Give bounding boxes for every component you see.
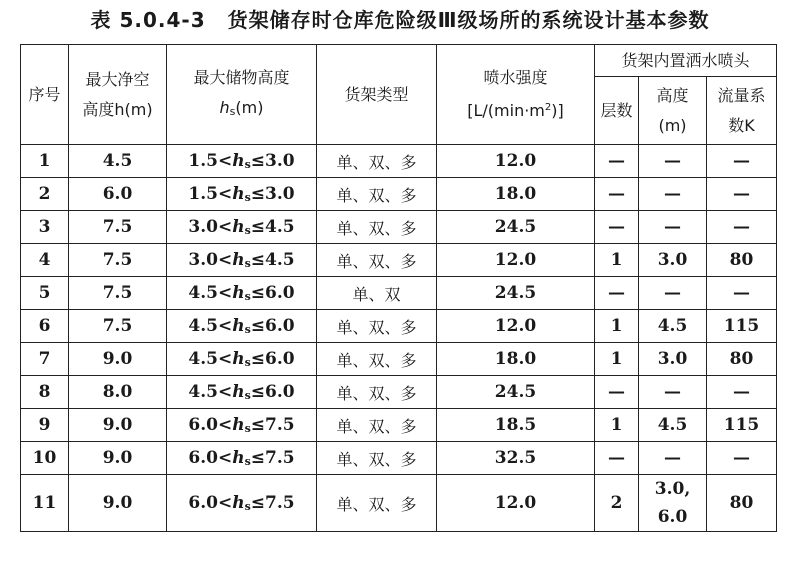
hs-upper-bound: ≤6.0 [250,382,295,402]
design-parameters-table [20,44,777,532]
cell-max-storage-height [167,244,317,277]
col-header-height-line1: 高度 [656,85,689,105]
cell-layers: 1 [595,244,639,277]
hs-subscript: s [244,356,251,369]
cell-spray-intensity: 12.0 [437,310,595,343]
cell-spray-intensity: 18.0 [437,178,595,211]
cell-layers: — [595,178,639,211]
hs-subscript: s [244,323,251,336]
cell-flow-coefficient: — [707,442,777,475]
cell-spray-intensity: 18.0 [437,343,595,376]
cell-height-line2: 6.0 [657,507,688,527]
cell-rack-type: 单、双、多 [317,376,437,409]
cell-layers: — [595,145,639,178]
cell-flow-coefficient: 115 [707,409,777,442]
cell-max-storage-height [167,178,317,211]
cell-spray-intensity: 12.0 [437,475,595,532]
intensity-unit-pre: [L/(min·m [467,101,545,120]
hs-symbol: h [232,448,245,468]
hs-symbol: h [232,316,245,336]
cell-rack-type: 单、双、多 [317,211,437,244]
cell-seq: 4 [21,244,69,277]
cell-flow-coefficient: 80 [707,343,777,376]
cell-seq: 2 [21,178,69,211]
cell-layers: — [595,376,639,409]
cell-rack-type: 单、双、多 [317,178,437,211]
hs-subscript: s [244,389,251,402]
cell-max-storage-height [167,409,317,442]
hs-symbol: h [232,493,245,513]
col-header-layers: 层数 [595,77,639,145]
cell-spray-intensity: 24.5 [437,376,595,409]
cell-layers: 1 [595,310,639,343]
cell-height: 3.0 [639,244,707,277]
table-row [21,310,777,343]
table-row [21,343,777,376]
cell-layers: — [595,442,639,475]
hs-subscript: s [244,422,251,435]
table-body [21,145,777,532]
hs-subscript: s [244,290,251,303]
cell-seq: 6 [21,310,69,343]
hs-subscript: s [229,104,236,118]
col-header-k-line1: 流量系 [717,85,766,105]
header-row-1 [21,45,777,77]
hs-subscript: s [244,500,251,513]
hs-upper-bound: ≤7.5 [250,448,295,468]
cell-seq: 5 [21,277,69,310]
col-header-k-line2: 数K [728,115,755,135]
cell-flow-coefficient: 115 [707,310,777,343]
cell-max-clear-height: 7.5 [69,211,167,244]
cell-seq: 11 [21,475,69,532]
table-number: 表 5.0.4-3 [90,8,206,32]
hs-symbol: h [232,349,245,369]
hs-lower-bound: 3.0< [188,250,233,270]
col-header-flow-coefficient [707,77,777,145]
hs-unit: (m) [235,97,264,117]
cell-flow-coefficient: — [707,178,777,211]
cell-height: — [639,376,707,409]
col-header-spray-intensity-line1: 喷水强度 [483,68,548,87]
hs-symbol: h [232,217,245,237]
col-header-max-storage-height-line2 [167,93,316,127]
col-header-max-storage-height-line1: 最大储物高度 [193,67,290,87]
table-row [21,211,777,244]
hs-upper-bound: ≤7.5 [250,415,295,435]
cell-spray-intensity: 24.5 [437,211,595,244]
intensity-unit-post: )] [551,101,564,120]
cell-spray-intensity: 12.0 [437,244,595,277]
cell-flow-coefficient: 80 [707,244,777,277]
cell-max-clear-height: 9.0 [69,409,167,442]
cell-layers: — [595,277,639,310]
hs-upper-bound: ≤6.0 [250,349,295,369]
cell-max-storage-height [167,211,317,244]
cell-height [639,475,707,532]
cell-max-storage-height [167,310,317,343]
hs-symbol: h [232,415,245,435]
col-header-max-clear-height-line1: 最大净空 [85,69,150,89]
hs-upper-bound: ≤6.0 [250,283,295,303]
cell-max-storage-height [167,376,317,409]
cell-flow-coefficient: 80 [707,475,777,532]
cell-height: — [639,178,707,211]
col-header-max-clear-height-line2: 高度h(m) [82,99,153,119]
cell-height: 3.0 [639,343,707,376]
table-title-text: 货架储存时仓库危险级Ⅲ级场所的系统设计基本参数 [227,8,710,32]
cell-height-line1: 3.0, [654,479,691,499]
cell-layers: 1 [595,409,639,442]
col-header-spray-intensity-line2 [437,93,594,126]
cell-rack-type: 单、双、多 [317,475,437,532]
cell-layers: — [595,211,639,244]
hs-lower-bound: 1.5< [188,184,233,204]
hs-lower-bound: 4.5< [188,316,233,336]
hs-symbol: h [232,151,245,171]
cell-max-clear-height: 7.5 [69,310,167,343]
table-row [21,442,777,475]
cell-spray-intensity: 18.5 [437,409,595,442]
hs-subscript: s [244,158,251,171]
hs-symbol: h [219,97,230,117]
cell-max-storage-height [167,475,317,532]
hs-lower-bound: 4.5< [188,349,233,369]
hs-subscript: s [244,257,251,270]
cell-rack-type: 单、双、多 [317,310,437,343]
cell-max-clear-height: 9.0 [69,442,167,475]
col-header-height-line2: (m) [658,115,687,135]
col-header-in-rack-sprinklers: 货架内置洒水喷头 [595,45,777,77]
cell-max-storage-height [167,277,317,310]
cell-max-clear-height: 8.0 [69,376,167,409]
hs-symbol: h [232,283,245,303]
table-row [21,475,777,532]
cell-max-clear-height: 9.0 [69,343,167,376]
cell-spray-intensity: 32.5 [437,442,595,475]
cell-rack-type: 单、双 [317,277,437,310]
cell-seq: 8 [21,376,69,409]
col-header-seq: 序号 [21,45,69,145]
cell-height: 4.5 [639,409,707,442]
hs-lower-bound: 4.5< [188,382,233,402]
table-row [21,409,777,442]
hs-symbol: h [232,184,245,204]
cell-seq: 10 [21,442,69,475]
cell-flow-coefficient: — [707,277,777,310]
cell-layers: 2 [595,475,639,532]
cell-max-storage-height [167,442,317,475]
cell-flow-coefficient: — [707,145,777,178]
hs-lower-bound: 6.0< [188,493,233,513]
hs-upper-bound: ≤4.5 [250,217,295,237]
cell-seq: 3 [21,211,69,244]
hs-lower-bound: 6.0< [188,448,233,468]
hs-upper-bound: ≤3.0 [250,184,295,204]
table-title [0,4,800,33]
table-row [21,244,777,277]
hs-lower-bound: 4.5< [188,283,233,303]
hs-subscript: s [244,191,251,204]
col-header-max-storage-height [167,45,317,145]
cell-max-clear-height: 9.0 [69,475,167,532]
cell-height: 4.5 [639,310,707,343]
cell-max-clear-height: 6.0 [69,178,167,211]
cell-seq: 7 [21,343,69,376]
hs-symbol: h [232,382,245,402]
hs-upper-bound: ≤7.5 [250,493,295,513]
hs-lower-bound: 3.0< [188,217,233,237]
cell-spray-intensity: 24.5 [437,277,595,310]
cell-layers: 1 [595,343,639,376]
intensity-unit-sup: 2 [544,102,552,113]
cell-height: — [639,145,707,178]
hs-lower-bound: 1.5< [188,151,233,171]
hs-subscript: s [244,224,251,237]
table-row [21,178,777,211]
cell-max-storage-height [167,343,317,376]
cell-max-clear-height: 7.5 [69,277,167,310]
hs-upper-bound: ≤4.5 [250,250,295,270]
hs-lower-bound: 6.0< [188,415,233,435]
hs-upper-bound: ≤3.0 [250,151,295,171]
cell-rack-type: 单、双、多 [317,343,437,376]
cell-height: — [639,442,707,475]
cell-spray-intensity: 12.0 [437,145,595,178]
col-header-spray-intensity [437,45,595,145]
cell-max-clear-height: 7.5 [69,244,167,277]
table-row [21,145,777,178]
cell-rack-type: 单、双、多 [317,244,437,277]
hs-upper-bound: ≤6.0 [250,316,295,336]
col-header-max-clear-height [69,45,167,145]
table-row [21,277,777,310]
cell-flow-coefficient: — [707,211,777,244]
hs-subscript: s [244,455,251,468]
cell-seq: 1 [21,145,69,178]
cell-rack-type: 单、双、多 [317,409,437,442]
col-header-height [639,77,707,145]
cell-height: — [639,277,707,310]
cell-max-storage-height [167,145,317,178]
table-row [21,376,777,409]
cell-rack-type: 单、双、多 [317,145,437,178]
cell-flow-coefficient: — [707,376,777,409]
cell-height: — [639,211,707,244]
cell-max-clear-height: 4.5 [69,145,167,178]
hs-symbol: h [232,250,245,270]
cell-seq: 9 [21,409,69,442]
col-header-rack-type: 货架类型 [317,45,437,145]
cell-rack-type: 单、双、多 [317,442,437,475]
